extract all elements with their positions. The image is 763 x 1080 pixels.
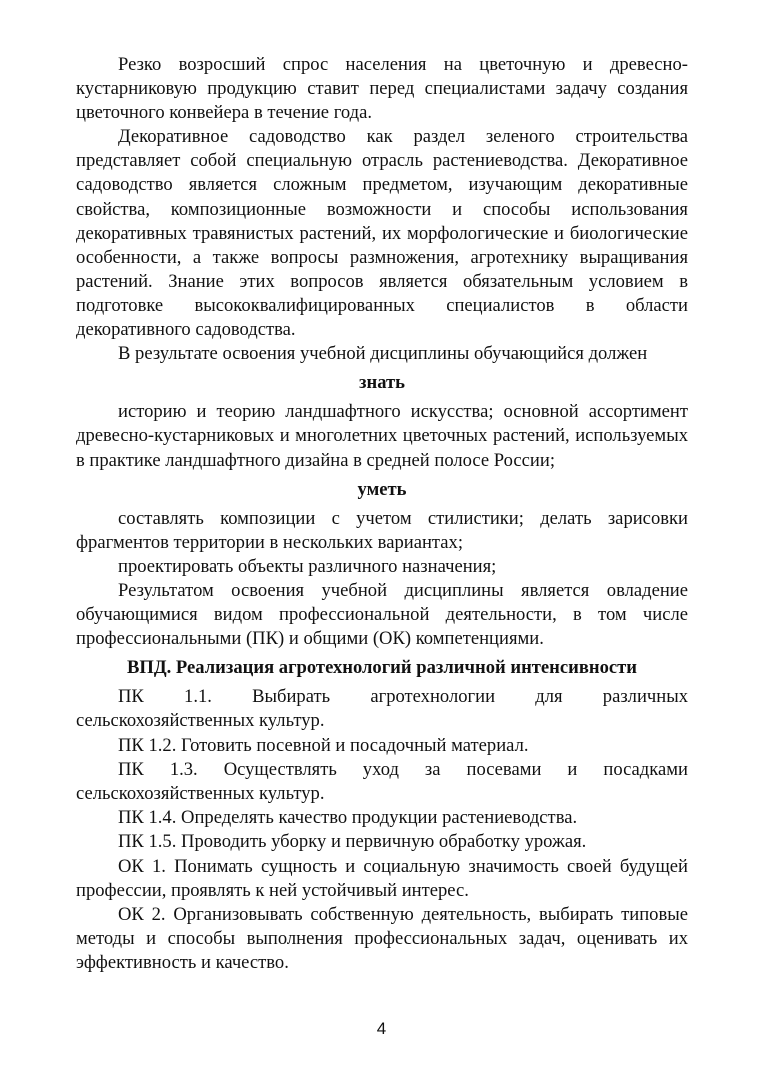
- intro-paragraph-2: Декоративное садоводство как раздел зеленого строительства представляет собой специальную отрасль растениеводства. Декоративное садоводство является сложным предметом, изучающим декоративные свойства, композиционные возможности и способы использования декоративных травянистых растений, их морфологические и биологические особенности, а также вопросы размножения, агротехнику выращивания растений. Знание этих вопросов является обязательным условием в подготовке высококвалифицированных специалистов в области декоративного садоводства.: [76, 126, 688, 341]
- competency-item: ПК 1.2. Готовить посевной и посадочный материал.: [118, 734, 529, 756]
- skills-heading: уметь: [357, 478, 407, 500]
- result-paragraph: Результатом освоения учебной дисциплины является овладение обучающимися видом профессиональной деятельности, в том числе профессиональными (ПК) и общими (ОК) компетенциями.: [76, 579, 688, 650]
- intro-paragraph-1: Резко возросший спрос населения на цветочную и древесно-кустарниковую продукцию ставит перед специалистами задачу создания цветочного конвейера в течение года.: [76, 54, 688, 124]
- skill-item: проектировать объекты различного назначения;: [118, 555, 497, 577]
- competency-item: ОК 1. Понимать сущность и социальную значимость своей будущей профессии, проявлять к ней устойчивый интерес.: [76, 856, 688, 902]
- intro-paragraph-3: В результате освоения учебной дисциплины обучающийся должен: [118, 343, 648, 365]
- skill-item: составлять композиции с учетом стилистики; делать зарисовки фрагментов территории в нескольких вариантах;: [76, 507, 688, 553]
- competency-item: ПК 1.5. Проводить уборку и первичную обработку урожая.: [118, 830, 587, 852]
- know-text: историю и теорию ландшафтного искусства; основной ассортимент древесно-кустарниковых и многолетних цветочных растений, используемых в практике ландшафтного дизайна в средней полосе России;: [76, 401, 688, 471]
- know-heading: знать: [359, 372, 405, 394]
- page-content: [76, 53, 688, 975]
- competency-item: ПК 1.4. Определять качество продукции растениеводства.: [118, 806, 578, 828]
- competency-item: ОК 2. Организовывать собственную деятельность, выбирать типовые методы и способы выполнения профессиональных задач, оценивать их эффективность и качество.: [76, 904, 688, 974]
- competency-item: ПК 1.1. Выбирать агротехнологии для различных сельскохозяйственных культур.: [76, 686, 688, 732]
- page-number: 4: [376, 1019, 387, 1038]
- competency-item: ПК 1.3. Осуществлять уход за посевами и посадками сельскохозяйственных культур.: [76, 758, 688, 804]
- vpd-heading: ВПД. Реализация агротехнологий различной интенсивности: [126, 657, 638, 679]
